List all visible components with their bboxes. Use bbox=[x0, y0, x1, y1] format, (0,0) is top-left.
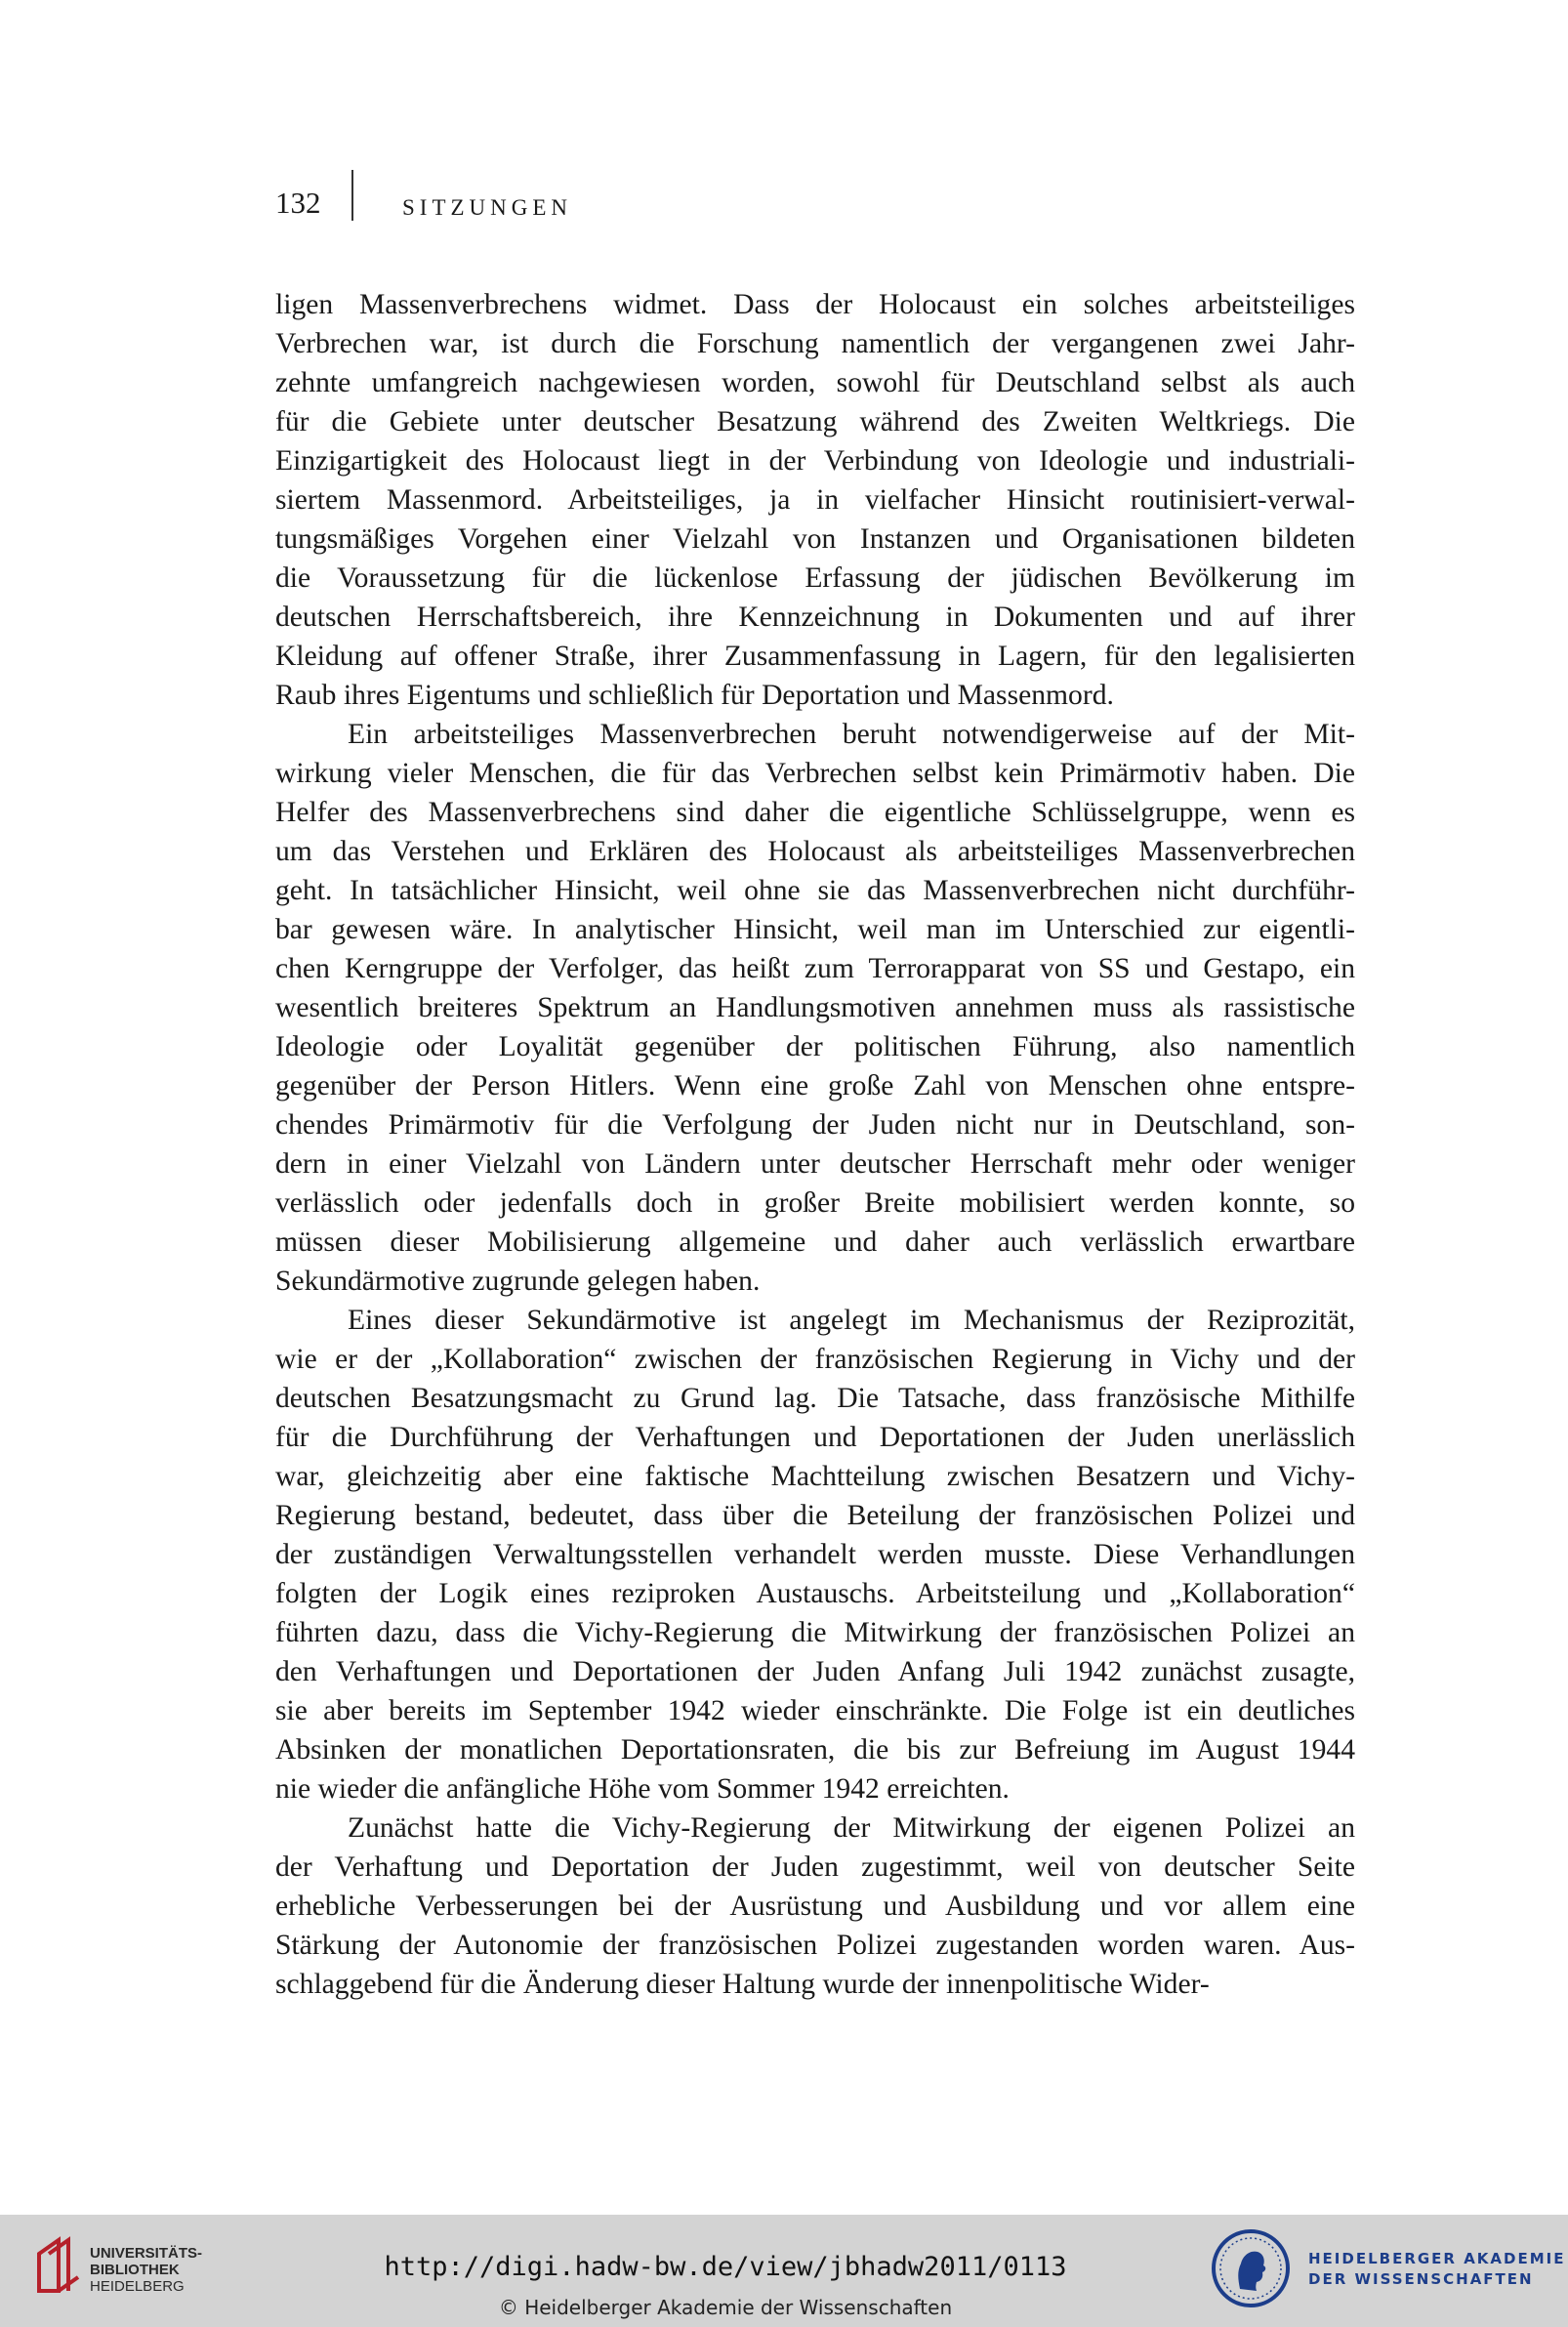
text-line: erhebliche Verbesserungen bei der Ausrüstung und Ausbildung und vor allem eine bbox=[275, 1891, 1355, 1922]
text-line: deutschen Besatzungsmacht zu Grund lag. Die Tatsache, dass französische Mithilfe bbox=[275, 1383, 1355, 1414]
text-line: chendes Primärmotiv für die Verfolgung der Juden nicht nur in Deutschland, son- bbox=[275, 1109, 1355, 1141]
paragraph bbox=[275, 1301, 1355, 1808]
academy-name bbox=[1308, 2249, 1566, 2290]
academy-seal-icon bbox=[1211, 2228, 1291, 2308]
text-line: bar gewesen wäre. In analytischer Hinsicht, weil man im Unterschied zur eigentli- bbox=[275, 914, 1355, 945]
text-line: um das Verstehen und Erklären des Holocaust als arbeitsteiliges Massenverbrechen bbox=[275, 836, 1355, 867]
text-line: Regierung bestand, bedeutet, dass über die Beteilung der französischen Polizei und bbox=[275, 1500, 1355, 1531]
library-name-line: HEIDELBERG bbox=[90, 2278, 185, 2295]
text-line: dern in einer Vielzahl von Ländern unter deutscher Herrschaft mehr oder weniger bbox=[275, 1148, 1355, 1180]
header-divider bbox=[351, 170, 353, 221]
text-line: zehnte umfangreich nachgewiesen worden, sowohl für Deutschland selbst als auch bbox=[275, 367, 1355, 398]
permalink-url[interactable]: http://digi.hadw-bw.de/view/jbhadw2011/0113 bbox=[384, 2252, 1067, 2282]
library-name-line: UNIVERSITÄTS- bbox=[90, 2245, 203, 2262]
text-line: führten dazu, dass die Vichy-Regierung die Mitwirkung der französischen Polizei an bbox=[275, 1617, 1355, 1648]
text-line: Absinken der monatlichen Deportationsraten, die bis zur Befreiung im August 1944 bbox=[275, 1734, 1355, 1766]
text-line: war, gleichzeitig aber eine faktische Machtteilung zwischen Besatzern und Vichy- bbox=[275, 1461, 1355, 1492]
text-line: Sekundärmotive zugrunde gelegen haben. bbox=[275, 1266, 761, 1297]
text-line: schlaggebend für die Änderung dieser Haltung wurde der innenpolitische Wider- bbox=[275, 1969, 1210, 2000]
text-line: Eines dieser Sekundärmotive ist angelegt im Mechanismus der Reziprozität, bbox=[348, 1305, 1355, 1336]
copyright-notice: © Heidelberger Akademie der Wissenschaften bbox=[498, 2296, 953, 2319]
text-line: chen Kerngruppe der Verfolger, das heißt zum Terrorapparat von SS und Gestapo, ein bbox=[275, 953, 1355, 984]
text-line: siertem Massenmord. Arbeitsteiliges, ja in vielfacher Hinsicht routinisiert-verwal- bbox=[275, 484, 1355, 516]
text-line: ligen Massenverbrechens widmet. Dass der Holocaust ein solches arbeitsteiliges bbox=[275, 289, 1355, 320]
text-line: müssen dieser Mobilisierung allgemeine und daher auch verlässlich erwartbare bbox=[275, 1226, 1355, 1258]
text-line: Helfer des Massenverbrechens sind daher die eigentliche Schlüsselgruppe, wenn es bbox=[275, 797, 1355, 828]
text-line: tungsmäßiges Vorgehen einer Vielzahl von Instanzen und Organisationen bildeten bbox=[275, 523, 1355, 555]
text-line: die Voraussetzung für die lückenlose Erfassung der jüdischen Bevölkerung im bbox=[275, 562, 1355, 594]
body-text bbox=[275, 285, 1355, 2004]
paragraph bbox=[275, 1808, 1355, 2004]
text-line: Ein arbeitsteiliges Massenverbrechen beruht notwendigerweise auf der Mit- bbox=[348, 719, 1355, 750]
footer-bar bbox=[0, 2215, 1568, 2327]
text-line: der zuständigen Verwaltungsstellen verhandelt werden musste. Diese Verhandlungen bbox=[275, 1539, 1355, 1570]
text-line: den Verhaftungen und Deportationen der Juden Anfang Juli 1942 zunächst zusagte, bbox=[275, 1656, 1355, 1687]
academy-name-line: DER WISSENSCHAFTEN bbox=[1308, 2270, 1534, 2288]
text-line: gegenüber der Person Hitlers. Wenn eine große Zahl von Menschen ohne entspre- bbox=[275, 1070, 1355, 1101]
running-head: SITZUNGEN bbox=[402, 195, 573, 220]
text-line: Verbrechen war, ist durch die Forschung namentlich der vergangenen zwei Jahr- bbox=[275, 328, 1355, 359]
text-line: für die Gebiete unter deutscher Besatzung während des Zweiten Weltkriegs. Die bbox=[275, 406, 1355, 437]
text-line: wie er der „Kollaboration“ zwischen der französischen Regierung in Vichy und der bbox=[275, 1344, 1355, 1375]
text-line: Stärkung der Autonomie der französischen Polizei zugestanden worden waren. Aus- bbox=[275, 1930, 1355, 1961]
paragraph bbox=[275, 715, 1355, 1301]
text-line: wirkung vieler Menschen, die für das Verbrechen selbst kein Primärmotiv haben. Die bbox=[275, 758, 1355, 789]
text-line: verlässlich oder jedenfalls doch in großer Breite mobilisiert werden konnte, so bbox=[275, 1187, 1355, 1219]
academy-name-line: HEIDELBERGER AKADEMIE bbox=[1308, 2250, 1566, 2267]
text-line: deutschen Herrschaftsbereich, ihre Kennzeichnung in Dokumenten und auf ihrer bbox=[275, 602, 1355, 633]
text-line: sie aber bereits im September 1942 wieder einschränkte. Die Folge ist ein deutliches bbox=[275, 1695, 1355, 1726]
paragraph bbox=[275, 285, 1355, 715]
library-name-line: BIBLIOTHEK bbox=[90, 2262, 180, 2278]
text-line: Kleidung auf offener Straße, ihrer Zusammenfassung in Lagern, für den legalisierten bbox=[275, 641, 1355, 672]
text-line: Einzigartigkeit des Holocaust liegt in der Verbindung von Ideologie und industriali- bbox=[275, 445, 1355, 477]
text-line: Ideologie oder Loyalität gegenüber der politischen Führung, also namentlich bbox=[275, 1031, 1355, 1062]
text-line: Zunächst hatte die Vichy-Regierung der Mitwirkung der eigenen Polizei an bbox=[348, 1812, 1355, 1844]
text-line: wesentlich breiteres Spektrum an Handlungsmotiven annehmen muss als rassistische bbox=[275, 992, 1355, 1023]
page-number: 132 bbox=[275, 186, 321, 220]
text-line: folgten der Logik eines reziproken Austauschs. Arbeitsteilung und „Kollaboration“ bbox=[275, 1578, 1355, 1609]
text-line: der Verhaftung und Deportation der Juden zugestimmt, weil von deutscher Seite bbox=[275, 1851, 1355, 1883]
text-line: nie wieder die anfängliche Höhe vom Sommer 1942 erreichten. bbox=[275, 1773, 1010, 1805]
text-line: für die Durchführung der Verhaftungen und Deportationen der Juden unerlässlich bbox=[275, 1422, 1355, 1453]
text-line: geht. In tatsächlicher Hinsicht, weil ohne sie das Massenverbrechen nicht durchführ- bbox=[275, 875, 1355, 906]
text-line: Raub ihres Eigentums und schließlich für Deportation und Massenmord. bbox=[275, 680, 1114, 711]
